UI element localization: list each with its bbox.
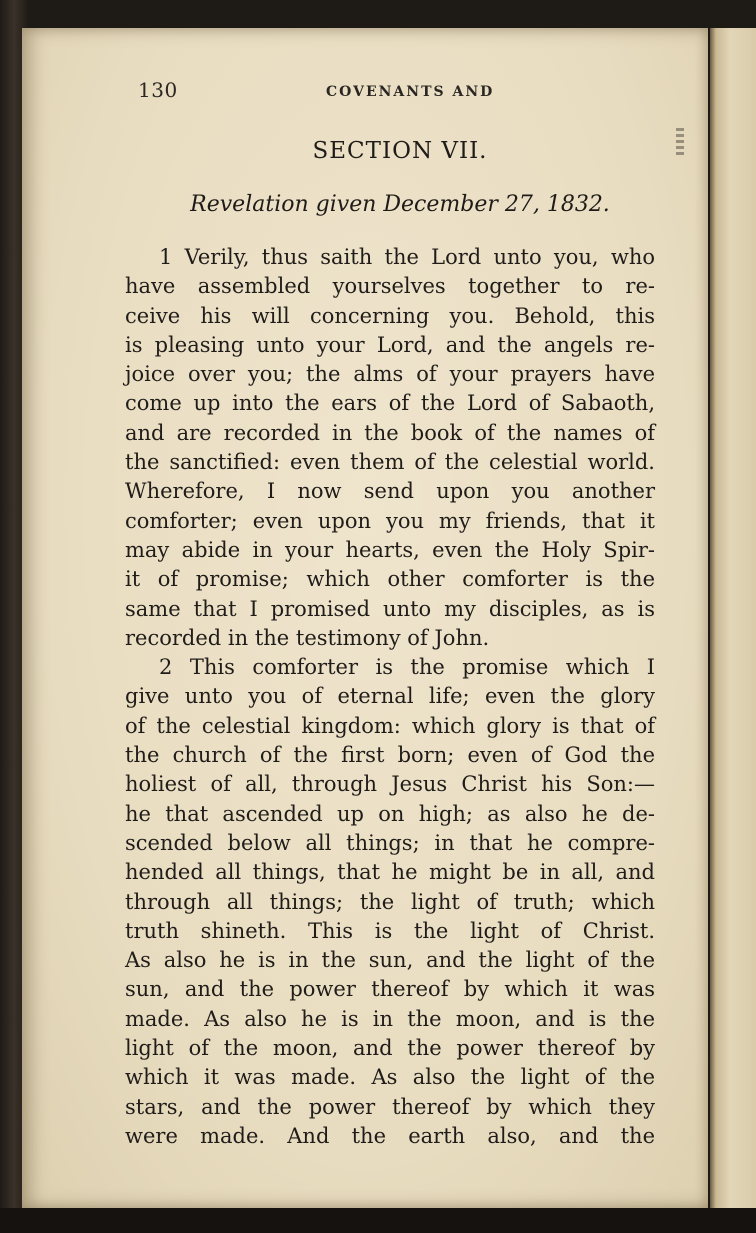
text-line: may abide in your hearts, even the Holy Spir- <box>125 537 655 562</box>
text-line: light of the moon, and the power thereof by <box>125 1036 655 1061</box>
text-line: were made. And the earth also, and the <box>125 1123 655 1148</box>
text-line: stars, and the power thereof by which they <box>125 1094 655 1119</box>
text-line: Wherefore, I now send upon you another <box>125 479 655 504</box>
scan-bottom-edge <box>0 1208 756 1233</box>
text-line: scended below all things; in that he compre- <box>125 830 655 855</box>
text-line: the church of the first born; even of God the <box>125 743 655 768</box>
page-number: 130 <box>138 78 178 102</box>
margin-mark <box>676 128 684 158</box>
text-line: give unto you of eternal life; even the glory <box>125 684 655 709</box>
text-line: it of promise; which other comforter is the <box>125 567 655 592</box>
text-line: he that ascended up on high; as also he de- <box>125 801 655 826</box>
text-line: 1 Verily, thus saith the Lord unto you, who <box>159 245 655 269</box>
text-line: of the celestial kingdom: which glory is that of <box>125 713 655 738</box>
text-line: joice over you; the alms of your prayers have <box>125 362 655 387</box>
text-line: comforter; even upon you my friends, that it <box>125 508 655 533</box>
text-line: made. As also he is in the moon, and is the <box>125 1006 655 1031</box>
body-text <box>125 243 655 1151</box>
text-line: and are recorded in the book of the names of <box>125 420 655 445</box>
text-line: through all things; the light of truth; which <box>125 889 655 914</box>
revelation-date-line: Revelation given December 27, 1832. <box>190 192 610 217</box>
text-line: holiest of all, through Jesus Christ his Son:— <box>125 772 655 797</box>
text-line: same that I promised unto my disciples, as is <box>125 596 655 621</box>
text-line: which it was made. As also the light of the <box>125 1065 655 1090</box>
text-line: hended all things, that he might be in all, and <box>125 860 655 885</box>
text-line: 2 This comforter is the promise which I <box>159 655 655 680</box>
text-line: recorded in the testimony of John. <box>125 625 490 650</box>
text-line: have assembled yourselves together to re- <box>125 274 655 299</box>
text-line: As also he is in the sun, and the light of the <box>125 948 655 973</box>
page-header <box>138 78 648 108</box>
section-title: SECTION VII. <box>312 138 488 164</box>
text-line: come up into the ears of the Lord of Sabaoth, <box>125 391 655 416</box>
text-line: sun, and the power thereof by which it was <box>125 977 655 1002</box>
text-line: the sanctified: even them of the celestial world. <box>125 450 655 475</box>
text-line: ceive his will concerning you. Behold, this <box>125 303 655 328</box>
running-head: COVENANTS AND <box>326 84 495 100</box>
adjacent-page-edge <box>710 28 756 1208</box>
text-line: is pleasing unto your Lord, and the angels re- <box>125 332 655 357</box>
text-line: truth shineth. This is the light of Christ. <box>125 918 655 943</box>
